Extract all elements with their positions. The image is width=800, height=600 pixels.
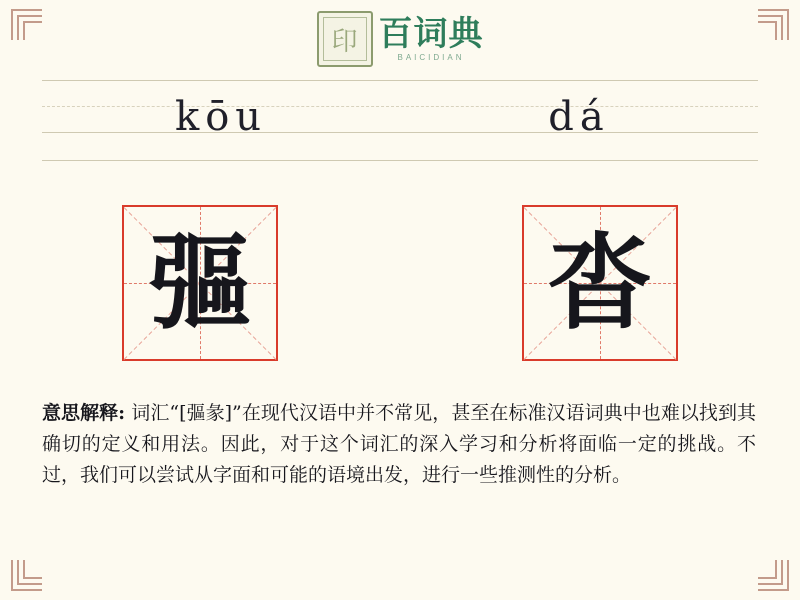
character-glyph-1: 彄 xyxy=(147,220,252,344)
site-logo[interactable] xyxy=(317,11,484,67)
character-cell-1 xyxy=(0,200,400,365)
character-glyph-2: 沓 xyxy=(547,220,652,344)
tianzige-box-2 xyxy=(522,205,678,361)
logo-title-en: BAICIDIAN xyxy=(397,52,465,62)
seal-stamp-icon xyxy=(317,11,373,67)
pinyin-text-1: kōu xyxy=(174,94,268,140)
staff-line-4 xyxy=(42,160,758,161)
explanation-label: 意思解释: xyxy=(42,402,126,424)
corner-ornament-bottom-left xyxy=(10,558,44,592)
pinyin-row xyxy=(42,80,758,160)
corner-ornament-bottom-right xyxy=(756,558,790,592)
logo-title-cn: 百词典 xyxy=(378,13,484,54)
site-header xyxy=(0,8,800,70)
seal-glyph: 印 xyxy=(331,26,358,57)
character-cell-2 xyxy=(400,200,800,365)
explanation-block xyxy=(42,398,756,490)
pinyin-cell-1 xyxy=(42,80,400,160)
pinyin-cell-2 xyxy=(400,80,758,160)
logo-text xyxy=(378,13,484,62)
pinyin-staff xyxy=(42,80,758,164)
pinyin-text-2: dá xyxy=(548,94,610,140)
character-grid-row xyxy=(0,200,800,365)
tianzige-box-1 xyxy=(122,205,278,361)
explanation-text: 词汇“[彄彖]”在现代汉语中并不常见，甚至在标准汉语词典中也难以找到其确切的定义和用法。因此，对于这个词汇的深入学习和分析将面临一定的挑战。不过，我们可以尝试从字面和可能的语境出发，进行一些推测性的分析。 xyxy=(42,402,757,486)
